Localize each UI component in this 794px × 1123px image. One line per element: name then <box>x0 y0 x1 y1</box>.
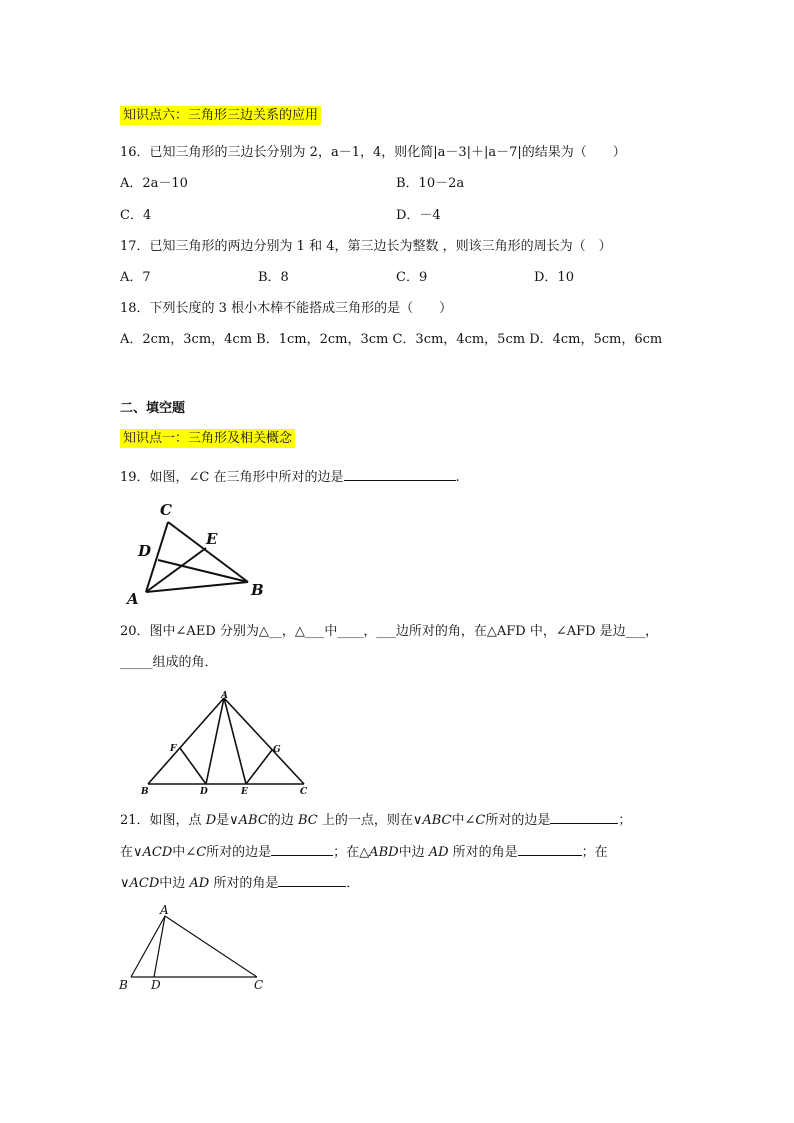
edge-AB <box>146 582 248 592</box>
q21-text: 中边 <box>159 876 190 891</box>
q21-segment-bc: BC <box>297 813 318 828</box>
question-21-line3 <box>120 873 359 893</box>
part-title: 二、填空题 <box>120 401 186 416</box>
label-B: B <box>141 787 149 797</box>
label-C: C <box>254 978 264 992</box>
q16-option-d: D．－4 <box>396 208 441 223</box>
q16-option-b: B．10－2a <box>396 176 465 191</box>
label-B: B <box>251 581 264 599</box>
q21-text: 中 <box>172 845 186 860</box>
q21-text: 中边 <box>398 845 429 860</box>
q21-text: 所对的角是 <box>448 845 518 860</box>
answer-blank[interactable] <box>278 873 346 887</box>
q21-point-d: D <box>205 813 217 828</box>
label-G: G <box>273 745 281 755</box>
q19-figure <box>120 500 280 612</box>
label-F: F <box>170 744 177 754</box>
q18-options: A．2cm，3cm，4cm B．1cm，2cm，3cm C．3cm，4cm，5cm D．4cm，5cm，6cm <box>120 332 663 347</box>
q21-triangle-acd: ∨ACD <box>133 845 173 860</box>
question-20-line2 <box>120 654 218 672</box>
q19-period: . <box>455 470 460 485</box>
q21-text: ； <box>618 813 632 828</box>
answer-blank[interactable] <box>518 842 582 856</box>
label-E: E <box>206 530 218 548</box>
q21-text: 21．如图，点 <box>120 813 206 828</box>
edge-AB <box>148 698 224 784</box>
label-C: C <box>300 787 308 797</box>
q21-triangle-abd: △ABD <box>359 845 399 860</box>
question-16-stem: 16．已知三角形的三边长分别为 2，a－1，4，则化简|a－3|＋|a－7|的结果为（ ） <box>120 145 626 160</box>
label-E: E <box>241 787 248 797</box>
q17-option-a: A．7 <box>120 270 151 285</box>
label-D: D <box>138 542 152 560</box>
q21-angle-c: ∠C <box>464 813 486 828</box>
label-A: A <box>160 903 169 917</box>
section-heading-text: 知识点六：三角形三边关系的应用 <box>120 106 321 125</box>
q21-triangle-abc: ∨ABC <box>229 813 268 828</box>
q21-text: ；在 <box>581 845 608 860</box>
label-B: B <box>119 978 128 992</box>
answer-blank[interactable] <box>344 467 456 481</box>
question-21-line1 <box>120 810 631 830</box>
q19-text: 19．如图，∠C 在三角形中所对的边是 <box>120 470 344 485</box>
question-21-line2 <box>120 842 608 862</box>
edge-FD <box>180 748 206 784</box>
q21-segment-ad: AD <box>189 876 210 891</box>
q21-text: ；在 <box>333 845 360 860</box>
label-D: D <box>200 787 208 797</box>
q21-angle-c: ∠C <box>185 845 207 860</box>
answer-blank[interactable]: _____ <box>120 655 153 670</box>
q21-figure <box>115 902 275 997</box>
q21-text: 上的一点，则在 <box>317 813 413 828</box>
q16-option-c: C．4 <box>120 208 152 223</box>
q21-text: 在 <box>120 845 134 860</box>
q21-text: 的边 <box>267 813 298 828</box>
label-A: A <box>221 691 228 701</box>
question-17-stem: 17．已知三角形的两边分别为 1 和 4，第三边长为整数 ，则该三角形的周长为（ ） <box>120 239 612 254</box>
q21-segment-ad: AD <box>428 845 449 860</box>
q20-line2-text: 组成的角． <box>152 655 218 670</box>
q17-option-d: D．10 <box>534 270 574 285</box>
edge-EG <box>246 750 272 784</box>
label-D: D <box>151 978 161 992</box>
q21-text: 所对的角是 <box>209 876 279 891</box>
edge-AC <box>165 916 257 977</box>
section-heading-1 <box>120 430 295 448</box>
label-A: A <box>127 590 139 608</box>
edge-AC <box>224 698 304 784</box>
q21-text: 所对的边是 <box>485 813 551 828</box>
q21-triangle-abc: ∨ABC <box>412 813 452 828</box>
q17-option-b: B．8 <box>258 270 289 285</box>
edge-AD <box>206 698 224 784</box>
q20-figure <box>138 688 318 798</box>
answer-blank[interactable] <box>550 810 618 824</box>
q21-text: ． <box>346 876 360 891</box>
q21-triangle-acd: ∨ACD <box>120 876 160 891</box>
answer-blank[interactable] <box>271 842 333 856</box>
question-19-stem <box>120 467 460 487</box>
q21-text: 中 <box>451 813 465 828</box>
question-20-line1: 20．图中∠AED 分别为△__，△___中____，___边所对的角，在△AFD 中，∠AFD 是边___， <box>120 624 659 639</box>
section-heading-text: 知识点一：三角形及相关概念 <box>120 429 295 448</box>
q16-option-a: A．2a－10 <box>120 176 188 191</box>
q17-option-c: C．9 <box>396 270 428 285</box>
q21-text: 是 <box>216 813 230 828</box>
label-C: C <box>160 501 172 519</box>
section-heading-6 <box>120 107 321 125</box>
question-18-stem: 18．下列长度的 3 根小木棒不能搭成三角形的是（ ） <box>120 301 453 316</box>
q21-text: 所对的边是 <box>206 845 272 860</box>
